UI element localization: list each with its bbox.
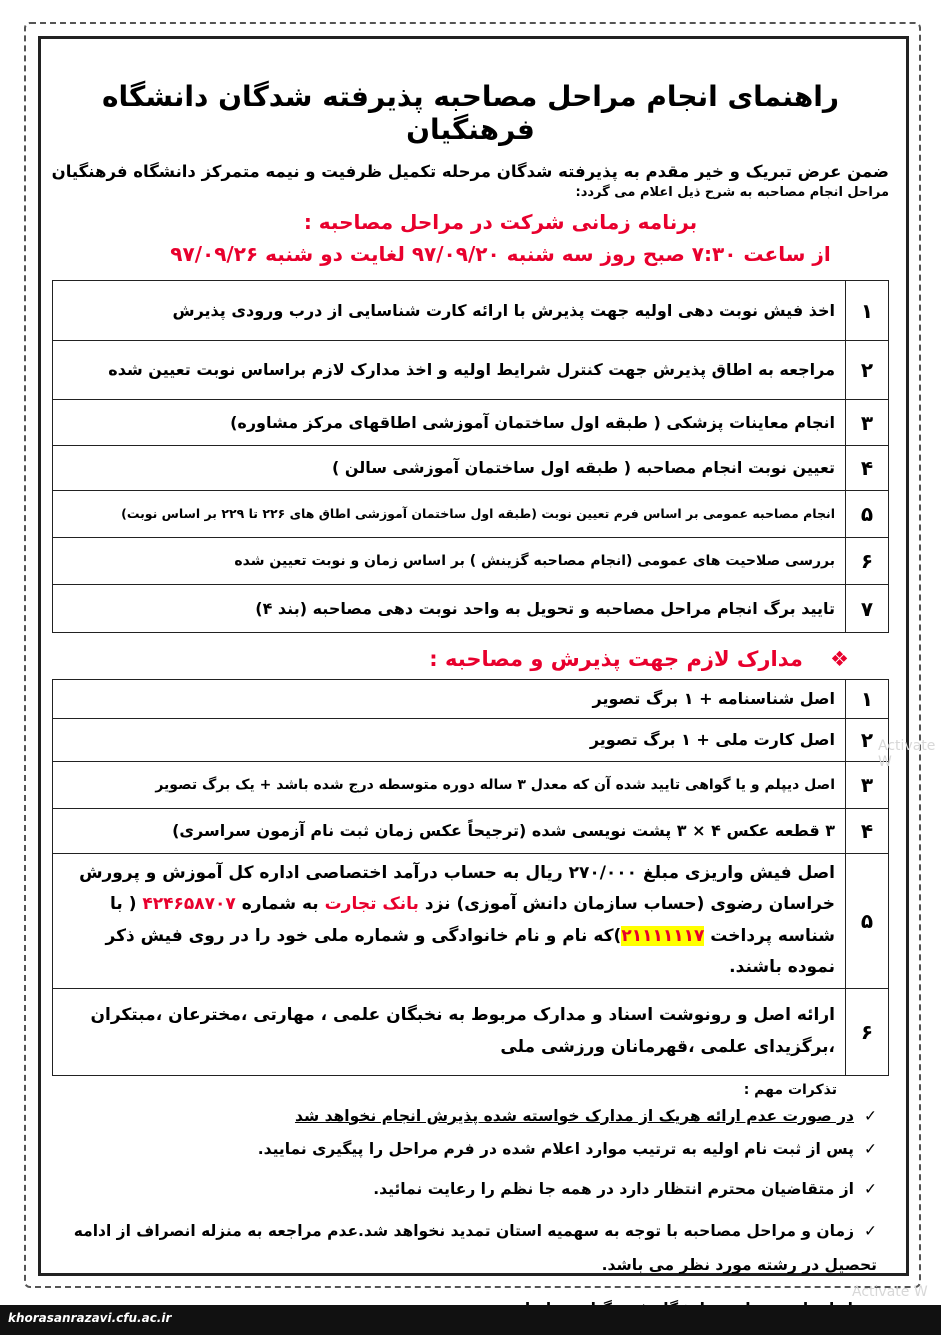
account-number: ۴۲۴۶۵۸۷۰۷: [142, 894, 236, 915]
intro-line-1: ضمن عرض تبریک و خیر مقدم به پذیرفته شدگان مرحله تکمیل ظرفیت و نیمه متمرکز دانشگاه فرهنگیان: [51, 162, 889, 181]
footer-site-link[interactable]: khorasanrazavi.cfu.ac.ir: [8, 1311, 172, 1325]
doc-number: ۱: [846, 680, 889, 719]
step-number: ۳: [846, 400, 889, 446]
table-row: [53, 538, 889, 585]
table-row: [53, 809, 889, 854]
schedule-title: برنامه زمانی شرکت در مراحل مصاحبه :: [303, 210, 698, 234]
doc-text-payment: [53, 854, 846, 989]
note-text: پس از ثبت نام اولیه به ترتیب موارد اعلام شده در فرم مراحل را پیگیری نمایید.: [257, 1140, 854, 1159]
document-title: راهنمای انجام مراحل مصاحبه پذیرفته شدگان دانشگاه فرهنگیان: [102, 80, 839, 146]
documents-table: [52, 679, 889, 1076]
doc-text: اصل کارت ملی + ۱ برگ تصویر: [53, 719, 846, 762]
document-body: [52, 50, 889, 1318]
step-number: ۴: [846, 446, 889, 491]
doc-number: ۵: [846, 854, 889, 989]
table-row: [53, 719, 889, 762]
documents-heading-text: مدارک لازم جهت پذیرش و مصاحبه :: [429, 647, 803, 671]
doc-number: ۳: [846, 762, 889, 809]
step-number: ۱: [846, 281, 889, 341]
schedule-time: از ساعت ۷:۳۰ صبح روز سه شنبه ۹۷/۰۹/۲۰ لغایت دو شنبه ۹۷/۰۹/۲۶: [170, 242, 831, 266]
step-number: ۶: [846, 538, 889, 585]
step-number: ۲: [846, 341, 889, 400]
step-text: بررسی صلاحیت های عمومی (انجام مصاحبه گزینش ) بر اساس زمان و نوبت تعیین شده: [53, 538, 846, 585]
step-text: انجام معاینات پزشکی ( طبقه اول ساختمان آموزشی اطاقهای مرکز مشاوره): [53, 400, 846, 446]
doc-number: ۲: [846, 719, 889, 762]
watermark-text: Activate W: [878, 738, 936, 770]
notes-title: تذکرات مهم :: [743, 1081, 837, 1098]
note-text: در صورت عدم ارائه هریک از مدارک خواسته شده پذیرش انجام نخواهد شد: [294, 1106, 854, 1125]
step-text: اخذ فیش نوبت دهی اولیه جهت پذیرش با ارائه کارت شناسایی از درب ورودی پذیرش: [53, 281, 846, 341]
step-text: تعیین نوبت انجام مصاحبه ( طبقه اول ساختمان آموزشی سالن ): [53, 446, 846, 491]
documents-heading: [52, 647, 849, 671]
table-row: [53, 680, 889, 719]
table-row: [53, 341, 889, 400]
doc-number: ۴: [846, 809, 889, 854]
note-item: [52, 1214, 877, 1282]
step-number: ۵: [846, 491, 889, 538]
check-icon: ✓: [864, 1106, 877, 1125]
table-row: [53, 400, 889, 446]
payment-text-1: اصل فیش واریزی مبلغ ۲۷۰/۰۰۰ ریال به حساب درآمد اختصاصی اداره کل آموزش و پرورش خراسان رضوی (حساب سازمان دانش آموزی) نزد: [79, 863, 835, 915]
doc-text: ۳ قطعه عکس ۴ × ۳ پشت نویسی شده (ترجیحاً عکس زمان ثبت نام آزمون سراسری): [53, 809, 846, 854]
check-icon: ✓: [864, 1140, 877, 1159]
check-icon: ✓: [864, 1222, 877, 1241]
table-row: [53, 988, 889, 1075]
doc-text: اصل شناسنامه + ۱ برگ تصویر: [53, 680, 846, 719]
watermark-text: Activate W: [852, 1284, 928, 1300]
intro-line-2: مراحل انجام مصاحبه به شرح ذیل اعلام می گردد:: [575, 185, 889, 200]
footer-bar: [0, 1305, 941, 1335]
table-row: [53, 854, 889, 989]
payment-text-3: ( با شناسه پرداخت: [110, 894, 835, 946]
table-row: [53, 446, 889, 491]
note-text: زمان و مراحل مصاحبه با توجه به سهمیه استان تمدید نخواهد شد.عدم مراجعه به منزله انصراف از ادامه تحصیل در رشته مورد نظر می باشد.: [73, 1222, 877, 1275]
table-row: [53, 491, 889, 538]
check-icon: ✓: [864, 1179, 877, 1198]
note-text: از متقاضیان محترم انتظار دارد در همه جا نظم را رعایت نمائید.: [373, 1179, 854, 1198]
table-row: [53, 281, 889, 341]
step-text: انجام مصاحبه عمومی بر اساس فرم تعیین نوبت (طبقه اول ساختمان آموزشی اطاق های ۲۲۶ تا ۲۲۹ بر اساس نوبت): [53, 491, 846, 538]
steps-table: [52, 280, 889, 633]
note-item: [52, 1135, 877, 1164]
payment-id: ۲۱۱۱۱۱۱۷: [621, 925, 705, 946]
payment-text-4: )که نام و نام خانوادگی و شماره ملی خود را در روی فیش ذکر نموده باشند.: [105, 925, 835, 978]
doc-text: اصل دیپلم و یا گواهی تایید شده آن که معدل ۳ ساله دوره متوسطه درج شده باشد + یک برگ تصویر: [53, 762, 846, 809]
diamond-bullet-icon: ❖: [830, 647, 849, 671]
step-text: تایید برگ انجام مراحل مصاحبه و تحویل به واحد نوبت دهی مصاحبه (بند ۴): [53, 585, 846, 633]
note-item: [52, 1102, 877, 1131]
payment-text-2: به شماره: [235, 894, 325, 915]
doc-text: ارائه اصل و رونوشت اسناد و مدارک مربوط به نخبگان علمی ، مهارتی ،مخترعان ،مبتکران ،برگزیدای علمی ،قهرمانان ورزشی ملی: [53, 988, 846, 1075]
step-text: مراجعه به اطاق پذیرش جهت کنترل شرایط اولیه و اخذ مدارک لازم براساس نوبت تعیین شده: [53, 341, 846, 400]
step-number: ۷: [846, 585, 889, 633]
table-row: [53, 585, 889, 633]
table-row: [53, 762, 889, 809]
bank-name: بانک تجارت: [324, 894, 419, 915]
note-item: [52, 1175, 877, 1204]
doc-number: ۶: [846, 988, 889, 1075]
